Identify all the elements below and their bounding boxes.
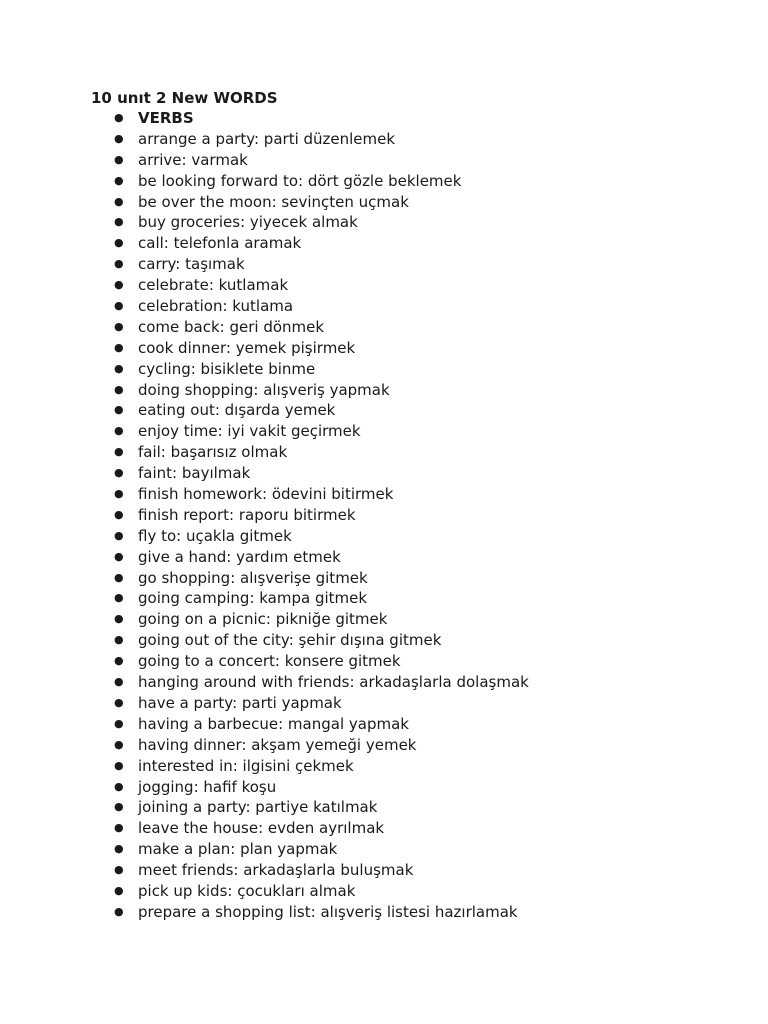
vocabulary-entry: pick up kids: çocukları almak [138,881,356,900]
bullet-icon: ● [114,821,124,835]
list-item [0,192,529,213]
bullet-icon: ● [114,633,124,647]
bullet-icon: ● [114,299,124,313]
list-item [0,484,529,505]
vocabulary-entry: prepare a shopping list: alışveriş listesi hazırlamak [138,902,518,921]
section-heading: VERBS [138,109,194,127]
bullet-icon: ● [114,549,124,563]
list-item [0,380,529,401]
bullet-icon: ● [114,215,124,229]
list-item [0,839,529,860]
list-item [0,860,529,881]
vocabulary-entry: fly to: uçakla gitmek [138,526,292,545]
list-item [0,359,529,380]
bullet-icon: ● [114,570,124,584]
bullet-icon: ● [114,800,124,814]
list-item [0,296,529,317]
list-item [0,588,529,609]
bullet-icon: ● [114,340,124,354]
list-item [0,421,529,442]
vocabulary-entry: carry: taşımak [138,255,245,274]
list-item [0,526,529,547]
vocabulary-entry: interested in: ilgisini çekmek [138,756,354,775]
vocabulary-entry: arrange a party: parti düzenlemek [138,129,396,148]
bullet-icon: ● [114,361,124,375]
vocabulary-entry: having dinner: akşam yemeği yemek [138,735,417,754]
bullet-icon: ● [114,424,124,438]
list-item [0,881,529,902]
bullet-icon: ● [114,257,124,271]
bullet-icon: ● [114,904,124,918]
vocabulary-entry: give a hand: yardım etmek [138,547,341,566]
bullet-icon: ● [114,695,124,709]
vocabulary-entry: come back: geri dönmek [138,317,325,336]
bullet-icon: ● [114,737,124,751]
vocabulary-entry: meet friends: arkadaşlarla buluşmak [138,861,414,880]
vocabulary-entry: cycling: bisiklete binme [138,359,316,378]
bullet-icon: ● [114,654,124,668]
list-item [0,777,529,798]
vocabulary-entry: enjoy time: iyi vakit geçirmek [138,422,361,441]
bullet-icon: ● [114,883,124,897]
list-item [0,568,529,589]
list-item [0,630,529,651]
bullet-icon: ● [114,466,124,480]
vocabulary-entry: going camping: kampa gitmek [138,589,368,608]
vocabulary-entry: make a plan: plan yapmak [138,840,338,859]
bullet-icon: ● [114,779,124,793]
list-item [0,400,529,421]
vocabulary-entry: fail: başarısız olmak [138,443,288,462]
list-item [0,693,529,714]
vocabulary-list [0,108,529,923]
vocabulary-entry: be looking forward to: dört gözle beklemek [138,171,462,190]
bullet-icon: ● [114,487,124,501]
vocabulary-entry: faint: bayılmak [138,464,251,483]
vocabulary-entry: finish report: raporu bitirmek [138,505,356,524]
bullet-icon: ● [114,445,124,459]
list-item [0,672,529,693]
list-item [0,233,529,254]
list-item [0,609,529,630]
list-item [0,129,529,150]
bullet-icon: ● [114,131,124,145]
list-item [0,714,529,735]
bullet-icon: ● [114,194,124,208]
vocabulary-entry: joining a party: partiye katılmak [138,798,378,817]
list-item [0,547,529,568]
bullet-icon: ● [114,675,124,689]
list-item [0,463,529,484]
list-item [0,735,529,756]
bullet-icon: ● [114,111,124,124]
vocabulary-entry: finish homework: ödevini bitirmek [138,485,394,504]
vocabulary-entry: arrive: varmak [138,150,248,169]
bullet-icon: ● [114,716,124,730]
bullet-icon: ● [114,507,124,521]
list-item [0,171,529,192]
bullet-icon: ● [114,152,124,166]
bullet-icon: ● [114,403,124,417]
bullet-icon: ● [114,591,124,605]
vocabulary-entry: jogging: hafif koşu [138,777,277,796]
list-item [0,442,529,463]
bullet-icon: ● [114,382,124,396]
list-item-section-heading [0,108,529,129]
vocabulary-entry: eating out: dışarda yemek [138,401,336,420]
list-item [0,651,529,672]
list-item [0,756,529,777]
vocabulary-entry: go shopping: alışverişe gitmek [138,568,368,587]
vocabulary-entry: celebrate: kutlamak [138,276,289,295]
vocabulary-entry: doing shopping: alışveriş yapmak [138,380,390,399]
bullet-icon: ● [114,236,124,250]
vocabulary-entry: be over the moon: sevinçten uçmak [138,192,409,211]
bullet-icon: ● [114,528,124,542]
bullet-icon: ● [114,842,124,856]
bullet-icon: ● [114,278,124,292]
vocabulary-entry: going out of the city: şehir dışına gitmek [138,631,442,650]
list-item [0,275,529,296]
list-item [0,505,529,526]
vocabulary-entry: cook dinner: yemek pişirmek [138,338,356,357]
vocabulary-entry: celebration: kutlama [138,297,294,316]
vocabulary-entry: leave the house: evden ayrılmak [138,819,385,838]
vocabulary-entry: call: telefonla aramak [138,234,302,253]
bullet-icon: ● [114,319,124,333]
bullet-icon: ● [114,863,124,877]
bullet-icon: ● [114,173,124,187]
vocabulary-entry: having a barbecue: mangal yapmak [138,714,409,733]
document-title: 10 unıt 2 New WORDS [91,89,278,107]
list-item [0,254,529,275]
list-item [0,317,529,338]
list-item [0,338,529,359]
list-item [0,818,529,839]
list-item [0,150,529,171]
list-item [0,902,529,923]
vocabulary-entry: hanging around with friends: arkadaşlarla dolaşmak [138,673,529,692]
vocabulary-entry: going to a concert: konsere gitmek [138,652,401,671]
bullet-icon: ● [114,758,124,772]
vocabulary-entry: going on a picnic: pikniğe gitmek [138,610,388,629]
list-item [0,797,529,818]
bullet-icon: ● [114,612,124,626]
list-item [0,212,529,233]
vocabulary-entry: buy groceries: yiyecek almak [138,213,358,232]
vocabulary-entry: have a party: parti yapmak [138,693,342,712]
